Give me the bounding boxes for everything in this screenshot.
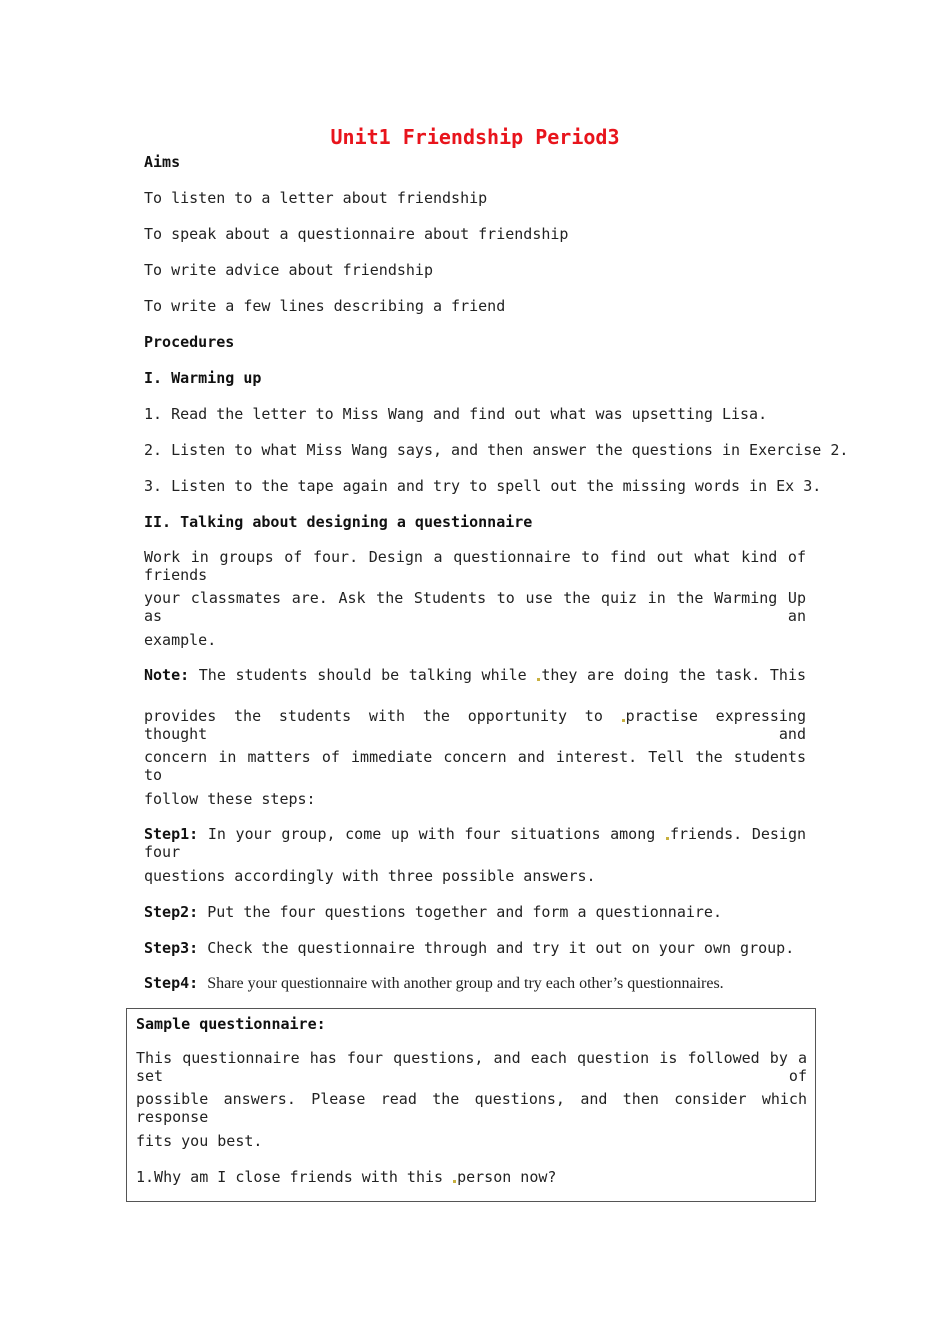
marker-dot-icon: [622, 719, 625, 722]
procedures-heading: Procedures: [144, 333, 235, 351]
paragraph-line: Work in groups of four. Design a questionnaire to find out what kind of friends: [144, 548, 806, 584]
sample-question-1: 1.Why am I close friends with this person now?: [136, 1168, 557, 1186]
note-line: concern in matters of immediate concern and interest. Tell the students to: [144, 748, 806, 784]
aim-item: To listen to a letter about friendship: [144, 189, 488, 207]
procedure-item: 3. Listen to the tape again and try to spell out the missing words in Ex 3.: [144, 477, 822, 495]
step-1-continued: questions accordingly with three possible answers.: [144, 867, 596, 885]
note-line: provides the students with the opportunity to practise expressing thought and: [144, 707, 806, 743]
step-label: Step1:: [144, 825, 199, 843]
sample-heading: Sample questionnaire:: [136, 1015, 326, 1033]
step-1: Step1: In your group, come up with four situations among friends. Design four: [144, 825, 807, 861]
aim-item: To speak about a questionnaire about friendship: [144, 225, 569, 243]
paragraph-line: example.: [144, 631, 217, 649]
aim-item: To write a few lines describing a friend: [144, 297, 506, 315]
marker-dot-icon: [453, 1180, 456, 1183]
marker-dot-icon: [666, 837, 669, 840]
sample-paragraph-line: fits you best.: [136, 1132, 263, 1150]
note-line: follow these steps:: [144, 790, 316, 808]
sample-paragraph-line: This questionnaire has four questions, and each question is followed by a set of: [136, 1049, 807, 1085]
procedure-item: 1. Read the letter to Miss Wang and find out what was upsetting Lisa.: [144, 405, 768, 423]
step-2: Step2: Put the four questions together and form a questionnaire.: [144, 903, 722, 921]
section-heading-warming-up: I. Warming up: [144, 369, 262, 387]
step-3: Step3: Check the questionnaire through and try it out on your own group.: [144, 939, 795, 957]
sample-paragraph-line: possible answers. Please read the questions, and then consider which response: [136, 1090, 807, 1126]
section-heading-questionnaire: II. Talking about designing a questionnaire: [144, 513, 533, 531]
marker-dot-icon: [537, 678, 540, 681]
page-title: Unit1 Friendship Period3: [330, 125, 620, 149]
procedure-item: 2. Listen to what Miss Wang says, and then answer the questions in Exercise 2.: [144, 441, 849, 459]
note-label: Note:: [144, 666, 190, 684]
aims-heading: Aims: [144, 153, 181, 171]
aim-item: To write advice about friendship: [144, 261, 433, 279]
paragraph-line: your classmates are. Ask the Students to use the quiz in the Warming Up as an: [144, 589, 806, 625]
step-4: Step4: Share your questionnaire with another group and try each other’s questionnaires.: [144, 974, 724, 992]
sample-questionnaire-box: [126, 1008, 816, 1202]
note-line: Note: The students should be talking while they are doing the task. This: [144, 666, 807, 684]
